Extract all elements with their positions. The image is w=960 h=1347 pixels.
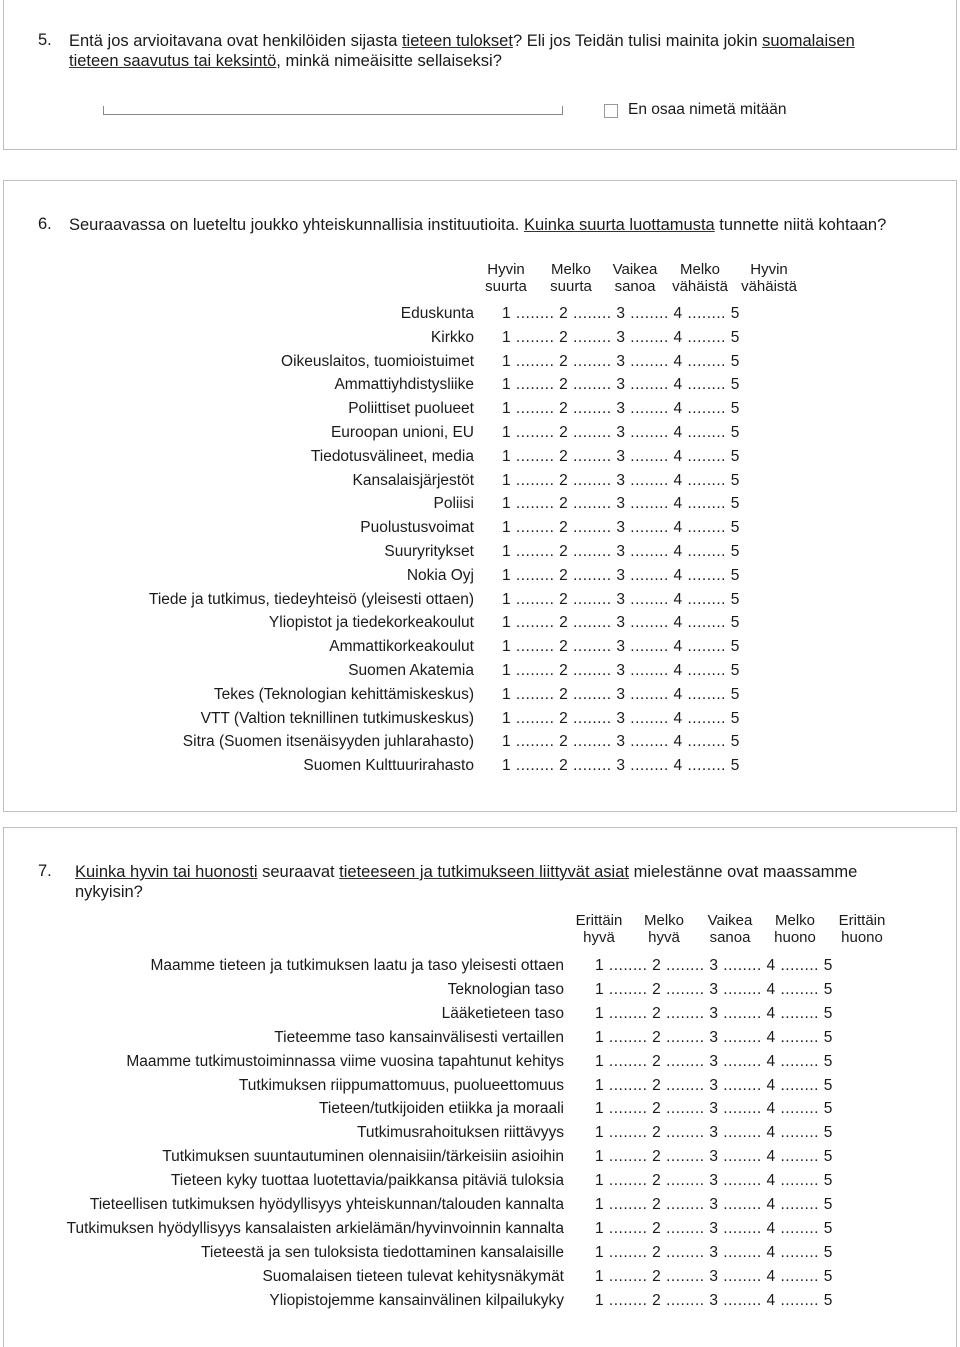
rating-scale-options[interactable]: 1 ........ 2 ........ 3 ........ 4 ........ 5 — [595, 980, 833, 998]
item-label: Kansalaisjärjestöt — [352, 471, 474, 489]
item-label: Tutkimuksen suuntautuminen olennaisiin/tärkeisiin asioihin — [162, 1148, 564, 1166]
dont-know-checkbox[interactable] — [604, 104, 618, 118]
rating-scale-options[interactable]: 1 ........ 2 ........ 3 ........ 4 ........ 5 — [502, 328, 740, 346]
scale-label: Erittäin hyvä — [575, 912, 623, 946]
item-label: Tieteen/tutkijoiden etiikka ja moraali — [319, 1100, 564, 1118]
question-number: 6. — [38, 215, 52, 233]
item-label: Suuryritykset — [384, 543, 474, 560]
item-label: Poliisi — [433, 495, 474, 513]
rating-scale-options[interactable]: 1 ........ 2 ........ 3 ........ 4 ........ 5 — [502, 305, 740, 322]
item-label: Yliopistot ja tiedekorkeakoulut — [268, 614, 474, 632]
rating-scale-options[interactable]: 1 ........ 2 ........ 3 ........ 4 ........ 5 — [502, 447, 740, 465]
item-label: Nokia Oyj — [406, 566, 474, 584]
item-label: Ammattikorkeakoulut — [329, 638, 474, 656]
scale-label: Erittäin huono — [838, 912, 886, 946]
item-label: Eduskunta — [400, 305, 474, 322]
item-label: Ammattiyhdistysliike — [334, 376, 474, 394]
item-label: Yliopistojemme kansainvälinen kilpailukyky — [269, 1291, 564, 1309]
scale-label: Melko hyvä — [643, 912, 684, 946]
rating-scale-options[interactable]: 1 ........ 2 ........ 3 ........ 4 ........ 5 — [502, 376, 740, 394]
rating-scale-options[interactable]: 1 ........ 2 ........ 3 ........ 4 ........ 5 — [502, 757, 740, 775]
question-7-panel — [3, 827, 957, 1347]
item-label: Oikeuslaitos, tuomioistuimet — [281, 352, 474, 370]
item-label: Lääketieteen taso — [441, 1004, 564, 1022]
rating-scale-options[interactable]: 1 ........ 2 ........ 3 ........ 4 ........ 5 — [595, 1291, 833, 1309]
rating-scale-options[interactable]: 1 ........ 2 ........ 3 ........ 4 ........ 5 — [595, 1028, 833, 1046]
rating-scale-options[interactable]: 1 ........ 2 ........ 3 ........ 4 ........ 5 — [502, 400, 740, 418]
dont-know-label: En osaa nimetä mitään — [628, 101, 787, 118]
item-label: Tieteestä ja sen tuloksista tiedottaminen kansalaisille — [200, 1243, 564, 1261]
rating-scale-options[interactable]: 1 ........ 2 ........ 3 ........ 4 ........ 5 — [502, 709, 740, 727]
item-label: Sitra (Suomen itsenäisyyden juhlarahasto) — [182, 733, 474, 751]
item-label: Tutkimuksen hyödyllisyys kansalaisten arkielämän/hyvinvoinnin kannalta — [66, 1219, 564, 1237]
item-label: Tiede ja tutkimus, tiedeyhteisö (yleisesti ottaen) — [148, 590, 474, 608]
question-5-panel — [3, 0, 957, 150]
rating-scale-options[interactable]: 1 ........ 2 ........ 3 ........ 4 ........ 5 — [502, 590, 740, 608]
rating-scale-options[interactable]: 1 ........ 2 ........ 3 ........ 4 ........ 5 — [502, 685, 740, 703]
question-text: Entä jos arvioitavana ovat henkilöiden sijasta tieteen tulokset? Eli jos Teidän tulisi mainita jokin suomalaisen tieteen saavutus tai keksintö, minkä nimeäisitte sellaiseksi? — [69, 32, 855, 70]
rating-scale-options[interactable]: 1 ........ 2 ........ 3 ........ 4 ........ 5 — [595, 1267, 833, 1285]
item-label: Puolustusvoimat — [360, 519, 474, 537]
question-number: 7. — [38, 862, 52, 880]
item-label: Tiedotusvälineet, media — [310, 447, 474, 465]
rating-scale-options[interactable]: 1 ........ 2 ........ 3 ........ 4 ........ 5 — [595, 1243, 833, 1261]
scale-label: Hyvin vähäistä — [741, 261, 797, 295]
free-text-answer-field[interactable] — [103, 106, 563, 115]
rating-scale-options[interactable]: 1 ........ 2 ........ 3 ........ 4 ........ 5 — [595, 1124, 833, 1142]
rating-scale-options[interactable]: 1 ........ 2 ........ 3 ........ 4 ........ 5 — [595, 1004, 833, 1022]
question-number: 5. — [38, 31, 52, 49]
item-label: Tieteemme taso kansainvälisesti vertaillen — [274, 1028, 564, 1046]
item-label: Maamme tieteen ja tutkimuksen laatu ja taso yleisesti ottaen — [150, 957, 564, 974]
rating-scale-options[interactable]: 1 ........ 2 ........ 3 ........ 4 ........ 5 — [502, 543, 740, 560]
item-label: Suomalaisen tieteen tulevat kehitysnäkymät — [262, 1267, 564, 1285]
rating-scale-options[interactable]: 1 ........ 2 ........ 3 ........ 4 ........ 5 — [502, 519, 740, 537]
rating-scale-options[interactable]: 1 ........ 2 ........ 3 ........ 4 ........ 5 — [502, 614, 740, 632]
item-label: Suomen Kulttuurirahasto — [303, 757, 474, 775]
scale-label: Vaikea sanoa — [612, 261, 658, 295]
rating-scale-options[interactable]: 1 ........ 2 ........ 3 ........ 4 ........ 5 — [595, 1148, 833, 1166]
item-label: Tieteen kyky tuottaa luotettavia/paikkansa pitäviä tuloksia — [170, 1172, 564, 1190]
rating-scale-options[interactable]: 1 ........ 2 ........ 3 ........ 4 ........ 5 — [502, 638, 740, 656]
rating-scale-options[interactable]: 1 ........ 2 ........ 3 ........ 4 ........ 5 — [595, 1196, 833, 1213]
rating-scale-options[interactable]: 1 ........ 2 ........ 3 ........ 4 ........ 5 — [502, 733, 740, 751]
scale-label: Melko suurta — [550, 261, 592, 295]
item-label: Tutkimusrahoituksen riittävyys — [356, 1124, 564, 1142]
item-label: Maamme tutkimustoiminnassa viime vuosina tapahtunut kehitys — [126, 1052, 564, 1070]
rating-scale-options[interactable]: 1 ........ 2 ........ 3 ........ 4 ........ 5 — [502, 566, 740, 584]
scale-label: Hyvin suurta — [485, 261, 527, 295]
scale-label: Vaikea sanoa — [707, 912, 753, 946]
item-label: Tekes (Teknologian kehittämiskeskus) — [213, 685, 474, 703]
item-label: Tieteellisen tutkimuksen hyödyllisyys yhteiskunnan/talouden kannalta — [89, 1196, 564, 1213]
rating-scale-options[interactable]: 1 ........ 2 ........ 3 ........ 4 ........ 5 — [595, 1172, 833, 1190]
rating-scale-options[interactable]: 1 ........ 2 ........ 3 ........ 4 ........ 5 — [502, 662, 740, 679]
question-6-panel — [3, 180, 957, 812]
scale-label: Melko huono — [774, 912, 816, 946]
rating-scale-options[interactable]: 1 ........ 2 ........ 3 ........ 4 ........ 5 — [502, 495, 740, 513]
item-label: Teknologian taso — [447, 980, 564, 998]
rating-scale-options[interactable]: 1 ........ 2 ........ 3 ........ 4 ........ 5 — [502, 424, 740, 441]
item-label: Kirkko — [430, 328, 474, 346]
item-label: Euroopan unioni, EU — [330, 424, 474, 441]
question-text: Seuraavassa on lueteltu joukko yhteiskunnallisia instituutioita. Kuinka suurta luottamusta tunnette niitä kohtaan? — [69, 216, 887, 234]
rating-scale-options[interactable]: 1 ........ 2 ........ 3 ........ 4 ........ 5 — [502, 352, 740, 370]
rating-scale-options[interactable]: 1 ........ 2 ........ 3 ........ 4 ........ 5 — [502, 471, 740, 489]
scale-label: Melko vähäistä — [672, 261, 728, 295]
rating-scale-options[interactable]: 1 ........ 2 ........ 3 ........ 4 ........ 5 — [595, 1219, 833, 1237]
rating-scale-options[interactable]: 1 ........ 2 ........ 3 ........ 4 ........ 5 — [595, 1076, 833, 1094]
rating-scale-options[interactable]: 1 ........ 2 ........ 3 ........ 4 ........ 5 — [595, 957, 833, 974]
item-label: Poliittiset puolueet — [348, 400, 474, 418]
item-label: Suomen Akatemia — [348, 662, 474, 679]
item-label: VTT (Valtion teknillinen tutkimuskeskus) — [200, 709, 474, 727]
question-text: Kuinka hyvin tai huonosti seuraavat tieteeseen ja tutkimukseen liittyvät asiat mielestänne ovat maassamme nykyisin? — [75, 863, 858, 901]
rating-scale-options[interactable]: 1 ........ 2 ........ 3 ........ 4 ........ 5 — [595, 1100, 833, 1118]
item-label: Tutkimuksen riippumattomuus, puolueettomuus — [238, 1076, 564, 1094]
rating-scale-options[interactable]: 1 ........ 2 ........ 3 ........ 4 ........ 5 — [595, 1052, 833, 1070]
